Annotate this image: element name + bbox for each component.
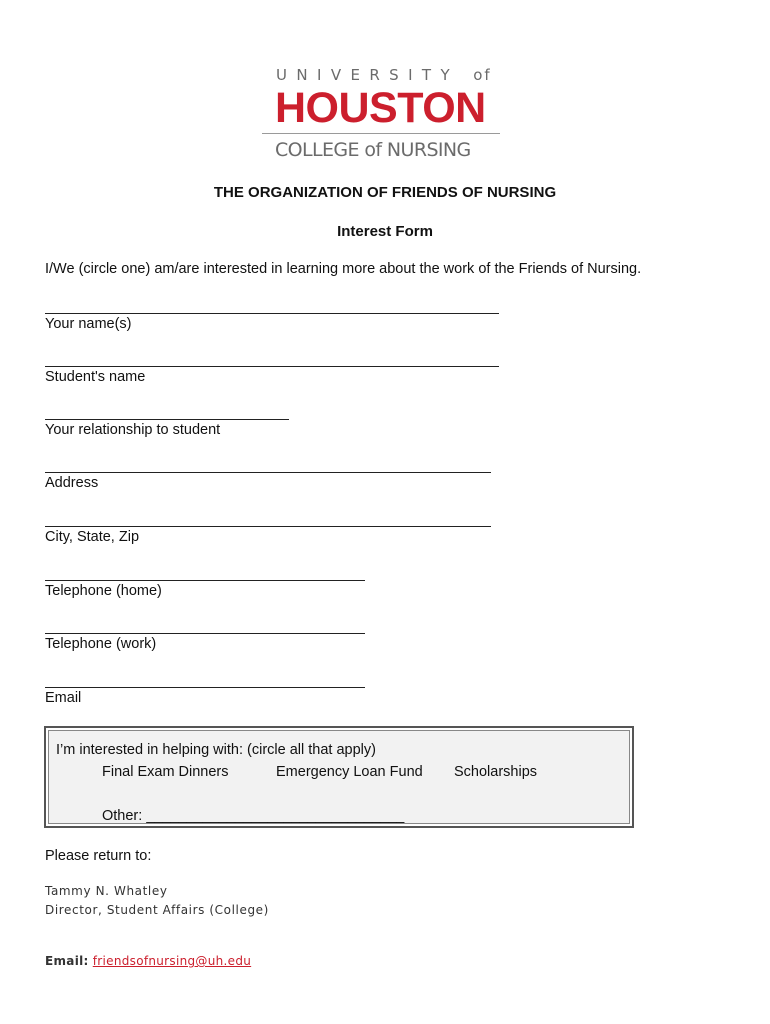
contact-title: Director, Student Affairs (College) xyxy=(45,903,269,917)
interest-prompt: I’m interested in helping with: (circle all that apply) xyxy=(56,742,376,758)
city-state-zip-label: City, State, Zip xyxy=(45,529,140,545)
telephone-home-field[interactable] xyxy=(45,580,365,599)
page-title: THE ORGANIZATION OF FRIENDS OF NURSING xyxy=(213,184,557,201)
email-field[interactable] xyxy=(45,687,365,706)
name-field[interactable] xyxy=(45,313,499,332)
option-emergency-loan-fund[interactable]: Emergency Loan Fund xyxy=(276,764,423,780)
form-subtitle: Interest Form xyxy=(337,223,433,240)
relationship-label: Your relationship to student xyxy=(45,422,221,438)
telephone-work-label: Telephone (work) xyxy=(45,636,157,652)
option-final-exam-dinners[interactable]: Final Exam Dinners xyxy=(102,764,229,780)
city-state-zip-field[interactable] xyxy=(45,526,491,545)
address-label: Address xyxy=(45,475,99,491)
contact-email-link[interactable]: friendsofnursing@uh.edu xyxy=(92,954,252,968)
return-to-label: Please return to: xyxy=(45,848,152,864)
other-field[interactable]: Other: ________________________________ xyxy=(102,808,405,824)
interest-box xyxy=(44,726,634,828)
telephone-work-field[interactable] xyxy=(45,633,365,652)
email-label: Email xyxy=(45,690,82,706)
logo-university-text: UNIVERSITY of xyxy=(276,66,492,84)
telephone-home-label: Telephone (home) xyxy=(45,583,162,599)
contact-email-label: Email: xyxy=(45,954,89,968)
contact-email-line xyxy=(45,954,251,968)
option-scholarships[interactable]: Scholarships xyxy=(454,764,538,780)
logo-houston-text: HOUSTON xyxy=(275,84,486,132)
student-name-field[interactable] xyxy=(45,366,499,385)
contact-name: Tammy N. Whatley xyxy=(45,884,168,898)
intro-text: I/We (circle one) am/are interested in learning more about the work of the Friends of Nursing. xyxy=(45,261,642,277)
student-name-label: Student's name xyxy=(45,369,146,385)
logo-rule xyxy=(262,133,500,134)
logo-college-text: COLLEGE of NURSING xyxy=(275,139,471,161)
relationship-field[interactable] xyxy=(45,419,289,438)
address-field[interactable] xyxy=(45,472,491,491)
name-label: Your name(s) xyxy=(45,316,132,332)
